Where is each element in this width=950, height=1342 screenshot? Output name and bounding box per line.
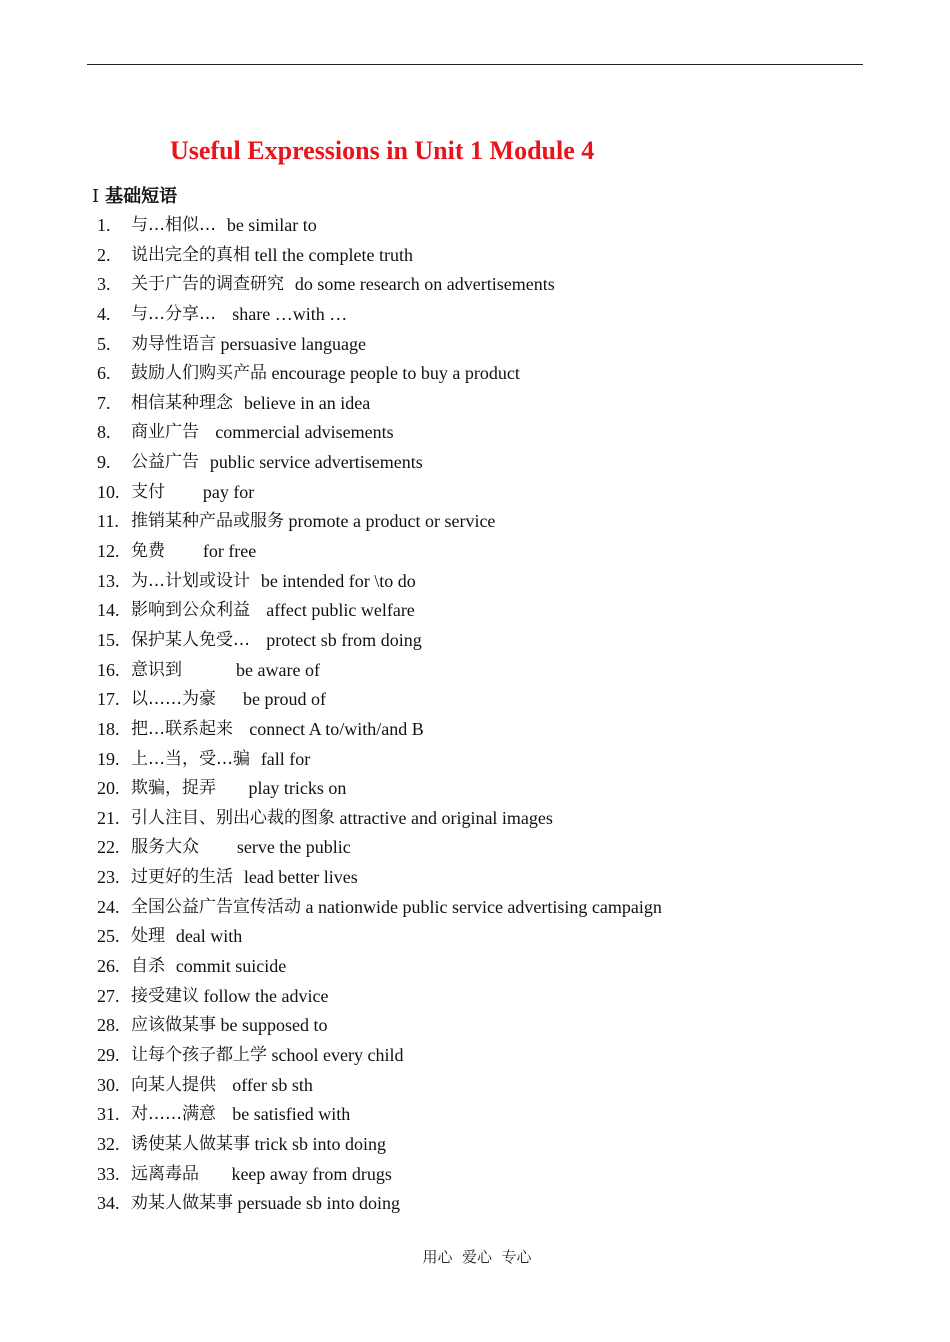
phrase-item <box>97 922 877 952</box>
phrase-chinese: 自杀 <box>131 956 176 977</box>
phrase-item <box>97 1100 877 1130</box>
phrase-number: 15. <box>97 629 120 650</box>
phrase-item <box>97 1071 877 1101</box>
phrase-number: 11. <box>97 511 119 532</box>
phrase-chinese: 免费 <box>131 541 203 562</box>
phrase-chinese: 劝某人做某事 <box>131 1193 233 1214</box>
phrase-item <box>97 1011 877 1041</box>
phrase-english: believe in an idea <box>243 392 371 413</box>
phrase-chinese: 过更好的生活 <box>131 867 244 888</box>
phrase-item <box>97 1041 877 1071</box>
phrase-english: protect sb from doing <box>266 629 422 650</box>
phrase-english: serve the public <box>236 837 351 858</box>
phrase-english: connect A to/with/and B <box>249 718 424 739</box>
phrase-chinese: 支付 <box>131 481 203 502</box>
phrase-item <box>97 241 877 271</box>
phrase-chinese: 关于广告的调查研究 <box>131 274 295 295</box>
phrase-english: pay for <box>202 481 255 502</box>
phrase-chinese: 对……满意 <box>131 1104 233 1125</box>
phrase-english: do some research on advertisements <box>294 274 555 295</box>
phrase-chinese: 商业广告 <box>131 422 216 443</box>
phrase-item <box>97 745 877 775</box>
phrase-number: 2. <box>97 244 111 265</box>
phrase-chinese: 引人注目、别出心裁的图象 <box>131 807 335 828</box>
phrase-list <box>97 211 877 1219</box>
phrase-number: 5. <box>97 333 111 354</box>
phrase-english: encourage people to buy a product <box>267 363 520 384</box>
phrase-english: for free <box>202 541 257 562</box>
phrase-number: 23. <box>97 867 120 888</box>
phrase-english: fall for <box>260 748 311 769</box>
header-rule <box>87 64 863 65</box>
phrase-chinese: 把…联系起来 <box>131 718 250 739</box>
section-numeral: Ⅰ <box>92 186 100 206</box>
phrase-number: 26. <box>97 956 120 977</box>
phrase-english: affect public welfare <box>266 600 415 621</box>
phrase-chinese: 全国公益广告宣传活动 <box>131 896 301 917</box>
phrase-number: 21. <box>97 807 120 828</box>
phrase-number: 20. <box>97 778 120 799</box>
phrase-item <box>97 359 877 389</box>
phrase-item <box>97 804 877 834</box>
phrase-item <box>97 478 877 508</box>
phrase-item <box>97 448 877 478</box>
phrase-english: be intended for \to do <box>260 570 416 591</box>
phrase-item <box>97 300 877 330</box>
phrase-chinese: 影响到公众利益 <box>131 600 267 621</box>
phrase-english: be similar to <box>226 215 317 235</box>
phrase-item <box>97 863 877 893</box>
phrase-number: 31. <box>97 1104 120 1125</box>
phrase-english: be proud of <box>243 689 327 710</box>
section-heading-text: 基础短语 <box>105 186 178 206</box>
phrase-english: school every child <box>267 1044 404 1065</box>
phrase-chinese: 让每个孩子都上学 <box>131 1044 267 1065</box>
phrase-english: be aware of <box>236 659 320 680</box>
phrase-english: deal with <box>175 926 243 947</box>
phrase-item <box>97 774 877 804</box>
phrase-item <box>97 1160 877 1190</box>
phrase-number: 25. <box>97 926 120 947</box>
phrase-english: public service advertisements <box>209 452 423 473</box>
section-heading <box>92 184 177 208</box>
phrase-chinese: 鼓励人们购买产品 <box>131 363 267 384</box>
phrase-chinese: 相信某种理念 <box>131 392 244 413</box>
phrase-chinese: 公益广告 <box>131 452 210 473</box>
phrase-english: commit suicide <box>175 956 287 977</box>
phrase-chinese: 保护某人免受… <box>131 629 267 650</box>
phrase-english: promote a product or service <box>284 511 496 532</box>
phrase-number: 16. <box>97 659 120 680</box>
phrase-item <box>97 1130 877 1160</box>
phrase-item <box>97 715 877 745</box>
phrase-number: 28. <box>97 1015 120 1036</box>
page-footer: 用心 爱心 专心 <box>422 1248 532 1266</box>
phrase-item <box>97 211 877 241</box>
phrase-item <box>97 537 877 567</box>
phrase-item <box>97 893 877 923</box>
phrase-number: 24. <box>97 896 120 917</box>
phrase-chinese: 与…分享… <box>131 303 233 324</box>
phrase-chinese: 处理 <box>131 926 176 947</box>
phrase-number: 4. <box>97 303 111 324</box>
phrase-item <box>97 507 877 537</box>
phrase-item <box>97 330 877 360</box>
phrase-english: tell the complete truth <box>250 244 413 265</box>
phrase-chinese: 劝导性语言 <box>131 333 216 354</box>
phrase-english: be supposed to <box>216 1015 328 1036</box>
phrase-number: 3. <box>97 274 111 295</box>
phrase-item <box>97 389 877 419</box>
phrase-number: 22. <box>97 837 120 858</box>
phrase-chinese: 以……为豪 <box>131 689 244 710</box>
phrase-number: 9. <box>97 452 111 473</box>
phrase-english: trick sb into doing <box>250 1133 386 1154</box>
phrase-item <box>97 952 877 982</box>
phrase-english: lead better lives <box>243 867 358 888</box>
phrase-chinese: 与…相似… <box>131 215 227 235</box>
phrase-chinese: 欺骗，捉弄 <box>131 778 249 799</box>
phrase-number: 33. <box>97 1163 120 1184</box>
phrase-chinese: 向某人提供 <box>131 1074 233 1095</box>
phrase-english: follow the advice <box>199 985 329 1006</box>
phrase-english: attractive and original images <box>335 807 553 828</box>
phrase-number: 8. <box>97 422 111 443</box>
phrase-item <box>97 656 877 686</box>
phrase-chinese: 意识到 <box>131 659 237 680</box>
phrase-chinese: 接受建议 <box>131 985 199 1006</box>
phrase-item <box>97 626 877 656</box>
phrase-number: 32. <box>97 1133 120 1154</box>
phrase-chinese: 服务大众 <box>131 837 237 858</box>
phrase-english: commercial advisements <box>215 422 394 443</box>
phrase-english: offer sb sth <box>232 1074 313 1095</box>
phrase-chinese: 应该做某事 <box>131 1015 216 1036</box>
phrase-english: persuade sb into doing <box>233 1193 400 1214</box>
phrase-chinese: 为…计划或设计 <box>131 570 261 591</box>
phrase-number: 34. <box>97 1193 120 1214</box>
phrase-number: 29. <box>97 1044 120 1065</box>
phrase-chinese: 推销某种产品或服务 <box>131 511 284 532</box>
phrase-chinese: 说出完全的真相 <box>131 244 250 265</box>
phrase-item <box>97 833 877 863</box>
phrase-number: 10. <box>97 481 120 502</box>
phrase-chinese: 上…当，受…骗 <box>131 748 261 769</box>
phrase-item <box>97 1189 877 1219</box>
phrase-number: 14. <box>97 600 120 621</box>
phrase-item <box>97 685 877 715</box>
phrase-english: be satisfied with <box>232 1104 351 1125</box>
phrase-english: share …with … <box>232 303 348 324</box>
phrase-item <box>97 596 877 626</box>
phrase-number: 18. <box>97 718 120 739</box>
phrase-item <box>97 270 877 300</box>
phrase-number: 1. <box>97 215 111 235</box>
phrase-number: 12. <box>97 541 120 562</box>
phrase-english: keep away from drugs <box>231 1163 392 1184</box>
phrase-item <box>97 418 877 448</box>
phrase-chinese: 诱使某人做某事 <box>131 1133 250 1154</box>
phrase-item <box>97 567 877 597</box>
phrase-number: 27. <box>97 985 120 1006</box>
phrase-number: 30. <box>97 1074 120 1095</box>
phrase-number: 17. <box>97 689 120 710</box>
phrase-number: 7. <box>97 392 111 413</box>
phrase-item <box>97 982 877 1012</box>
phrase-chinese: 远离毒品 <box>131 1163 232 1184</box>
phrase-english: play tricks on <box>248 778 347 799</box>
phrase-english: persuasive language <box>216 333 366 354</box>
phrase-english: a nationwide public service advertising campaign <box>301 896 662 917</box>
phrase-number: 13. <box>97 570 120 591</box>
document-title: Useful Expressions in Unit 1 Module 4 <box>170 136 595 165</box>
phrase-number: 6. <box>97 363 111 384</box>
phrase-number: 19. <box>97 748 120 769</box>
